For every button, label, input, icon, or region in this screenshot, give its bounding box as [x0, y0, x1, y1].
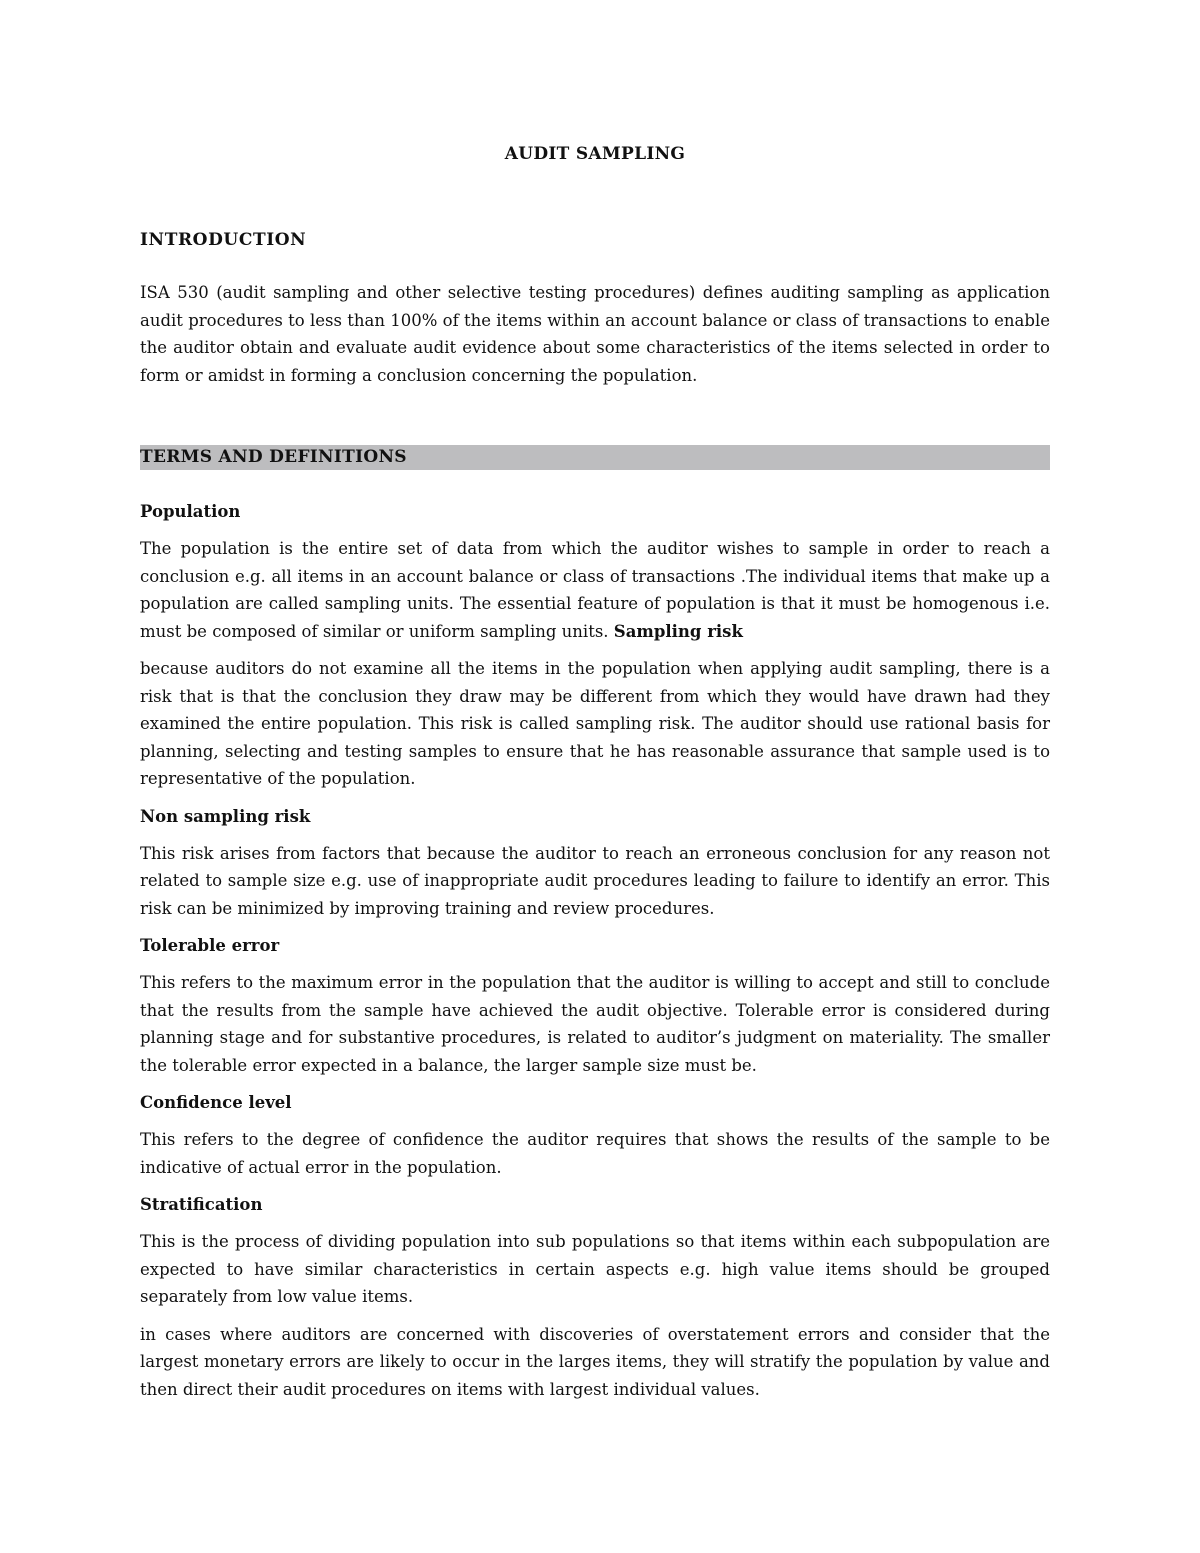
stratification-paragraph-2: in cases where auditors are concerned with discoveries of overstatement errors and consider that the largest monetary errors are likely to occur in the larges items, they will stratify the population by value and then direct their audit procedures on items with largest individual values. — [140, 1324, 1050, 1399]
term-heading-non-sampling-risk: Non sampling risk — [140, 806, 311, 826]
term-heading-population: Population — [140, 502, 241, 521]
sampling-risk-paragraph: because auditors do not examine all the items in the population when applying audit sampling, there is a risk that is that the conclusion they draw may be different from which they would have drawn had they examined the entire population. This risk is called sampling risk. The auditor should use rational basis for planning, selecting and testing samples to ensure that he has reasonable assurance that sample used is to representative of the population. — [140, 659, 1050, 788]
confidence-level-paragraph: This refers to the degree of confidence the auditor requires that shows the results of the sample to be indicative of actual error in the population. — [140, 1130, 1050, 1177]
document-page — [140, 140, 1050, 1403]
term-heading-stratification: Stratification — [140, 1195, 263, 1214]
population-paragraph — [140, 535, 1050, 645]
tolerable-error-paragraph: This refers to the maximum error in the population that the auditor is willing to accept and still to conclude that the results from the sample have achieved the audit objective. Tolerable error is considered during planning stage and for substantive procedures, is related to auditor’s judgment on materiality. The smaller the tolerable error expected in a balance, the larger sample size must be. — [140, 973, 1050, 1075]
introduction-paragraph: ISA 530 (audit sampling and other selective testing procedures) defines auditing sampling as application audit procedures to less than 100% of the items within an account balance or class of transactions to enable the auditor obtain and evaluate audit evidence about some characteristics of the items selected in order to form or amidst in forming a conclusion concerning the population. — [140, 283, 1050, 385]
term-heading-confidence-level: Confidence level — [140, 1093, 292, 1112]
non-sampling-risk-paragraph: This risk arises from factors that because the auditor to reach an erroneous conclusion for any reason not related to sample size e.g. use of inappropriate audit procedures leading to failure to identify an error. This risk can be minimized by improving training and review procedures. — [140, 843, 1050, 918]
stratification-paragraph: This is the process of dividing population into sub populations so that items within each subpopulation are expected to have similar characteristics in certain aspects e.g. high value items should be grouped separately from low value items. — [140, 1232, 1050, 1306]
term-heading-tolerable-error: Tolerable error — [140, 936, 280, 955]
document-title: AUDIT SAMPLING — [504, 144, 686, 164]
section-heading-terms: TERMS AND DEFINITIONS — [140, 445, 1050, 470]
introduction-heading: INTRODUCTION — [140, 230, 307, 250]
term-heading-sampling-risk: Sampling risk — [613, 621, 743, 641]
population-text: The population is the entire set of data from which the auditor wishes to sample in order to reach a conclusion e.g. all items in an account balance or class of transactions .The individual items that make up a population are called sampling units. The essential feature of population is that it must be homogenous i.e. must be composed of similar or uniform sampling units. — [140, 539, 1050, 641]
